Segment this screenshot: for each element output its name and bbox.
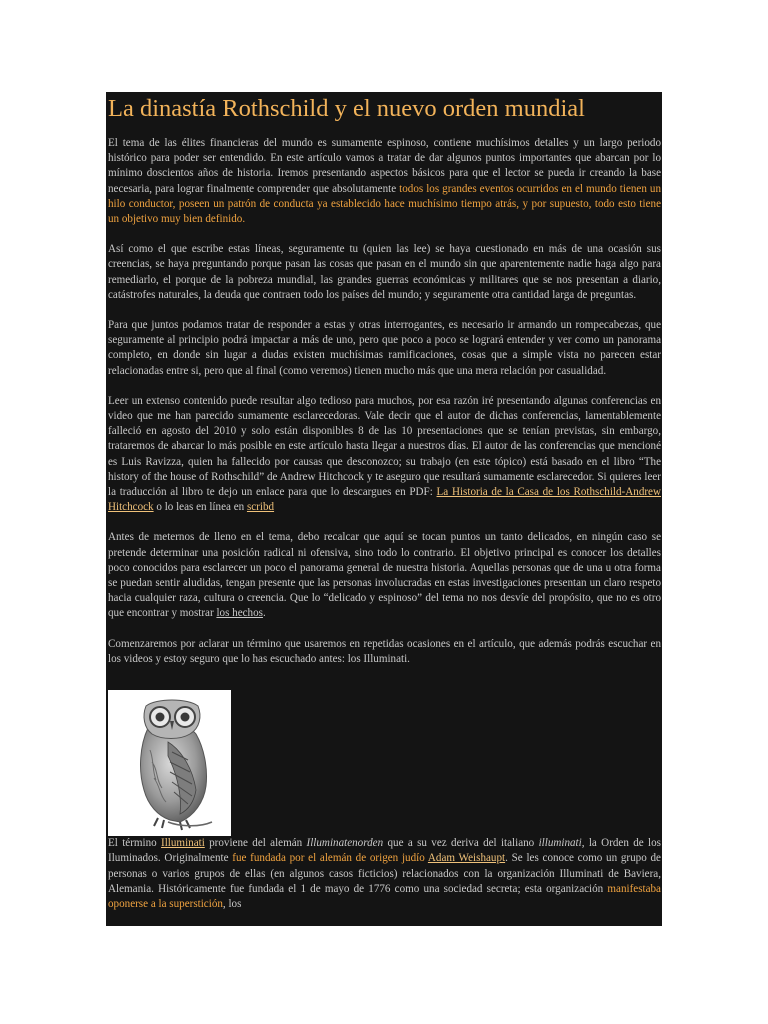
- highlighted-text: fue fundada por el alemán de origen judío: [232, 852, 425, 865]
- paragraph-illuminati: [108, 836, 661, 912]
- paragraph-text: El término: [108, 837, 162, 850]
- paragraph-conferences: [108, 394, 661, 516]
- facts-link[interactable]: los hechos: [216, 607, 263, 620]
- paragraph-text: que a su vez deriva del italiano: [383, 837, 539, 850]
- paragraph-text: . Se les conoce como un grupo de personas o varios grupos de ellas (en algunos casos ficticios) relacionados con la organización Illuminati de Baviera, Alemania. Históricamente fue fundada el 1 de mayo de 1776 como una sociedad secreta; esta organización: [108, 852, 661, 895]
- paragraph-illuminati-intro: Comenzaremos por aclarar un término que usaremos en repetidas ocasiones en el artículo, que además podrás escuchar en los videos y estoy seguro que lo has escuchado antes: los Illuminati.: [108, 637, 661, 665]
- paragraph-text: , los: [222, 897, 242, 910]
- paragraph-text: proviene del alemán: [204, 837, 307, 850]
- paragraph-text: Leer un extenso contenido puede resultar algo tedioso para muchos, por esa razón iré presentando algunas conferencias en video que me han parecido sumamente esclarecedoras. Vale decir que el autor de dichas conferencias, lamentablemente falleció en agosto del 2010 y solo están disponibles 8 de las 10 presentaciones que se tenían previstas, sin embargo, trataremos de abarcar lo más posible en este artículo hasta llegar a nuestros días. El autor de las conferencias que mencioné es Luis Ravizza, quien ha fallecido por causas que desconozco; su trabajo (en este tópico) está basado en el libro “The history of the house of Rothschild” de Andrew Hitchcock y te aseguro que resultará sumamente esclarecedor. Si quieres leer la traducción al libro te dejo un enlace para que lo descargues en PDF:: [108, 394, 661, 499]
- owl-icon: [108, 690, 231, 836]
- article-body: [106, 92, 662, 912]
- paragraph-questions: Así como el que escribe estas líneas, seguramente tu (quien las lee) se haya cuestionado en más de una ocasión sus creencias, se haya preguntando porque pasan las cosas que pasan en el mundo sin que aparentemente nadie haga algo para remediarlo, el porque de la pobreza mundial, las grandes guerras económicas y militares que se nos presentan a diario, catástrofes naturales, la deuda que contraen todo los países del mundo; y seguramente otra cantidad larga de preguntas.: [108, 243, 661, 301]
- paragraph-text: o lo leas en línea en: [153, 501, 247, 514]
- italic-term: Illuminatenorden: [306, 837, 384, 850]
- italic-term: illuminati: [538, 837, 582, 850]
- paragraph-text: El tema de las élites financieras del mundo es sumamente espinoso, contiene muchísimos detalles y un largo periodo histórico para poder ser entendido. En este artículo vamos a tratar de dar algunos puntos importantes que abarcan por lo mínimo doscientos años de historia. Iremos presentando aspectos básicos para que el lector se pueda ir creando la base necesaria, para lograr finalmente comprender que absolutamente: [108, 137, 661, 195]
- article-title: La dinastía Rothschild y el nuevo orden mundial: [108, 95, 585, 122]
- paragraph-text: , la Orden de los Iluminados. Originalmente: [108, 837, 661, 865]
- paragraph-intro: [108, 136, 661, 227]
- paragraph-text: .: [262, 607, 266, 620]
- pdf-download-link[interactable]: La Historia de la Casa de los Rothschild-Andrew Hitchcock: [108, 486, 661, 514]
- highlighted-text: todos los grandes eventos ocurridos en el mundo tienen un hilo conductor, poseen un patrón de conducta ya establecido hace muchísimo tiempo atrás, y por supuesto, todo esto tiene un objetivo muy bien definido.: [108, 182, 661, 226]
- paragraph-puzzle: Para que juntos podamos tratar de responder a estas y otras interrogantes, es necesario ir armando un rompecabezas, que seguramente al principio podrá impactar a más de uno, pero que poco a poco se logrará entender y ver como un panorama completo, en donde sin lugar a dudas existen muchísimas ramificaciones, cosas que a simple vista no parecen estar relacionadas entre si, pero que al final (como veremos) tienen mucho más que una mera relación por casualidad.: [108, 319, 661, 377]
- owl-image: [108, 690, 231, 836]
- adam-weishaupt-link[interactable]: Adam Weishaupt: [427, 852, 506, 865]
- paragraph-text: Antes de meternos de lleno en el tema, debo recalcar que aquí se tocan puntos un tanto delicados, en ningún caso se pretende determinar una posición radical ni ofensiva, sino todo lo contrario. El objetivo principal es conocer los detalles poco conocidos para esclarecer un poco el panorama general de nuestra historia. Aquellas personas que de una u otra forma se puedan sentir aludidas, tengan presente que las personas involucradas en estas investigaciones presentan un claro respeto hacia cualquier raza, cultura o creencia. Que lo “delicado y espinoso” del tema no nos desvíe del propósito, que no es otro que encontrar y mostrar: [108, 531, 661, 620]
- paragraph-disclaimer: [108, 530, 661, 621]
- owl-figure: [108, 690, 661, 912]
- scribd-link[interactable]: scribd: [246, 501, 275, 514]
- illuminati-link[interactable]: Illuminati: [161, 837, 205, 850]
- document-page: [106, 92, 662, 926]
- highlighted-text: manifestaba oponerse a la superstición: [108, 882, 661, 910]
